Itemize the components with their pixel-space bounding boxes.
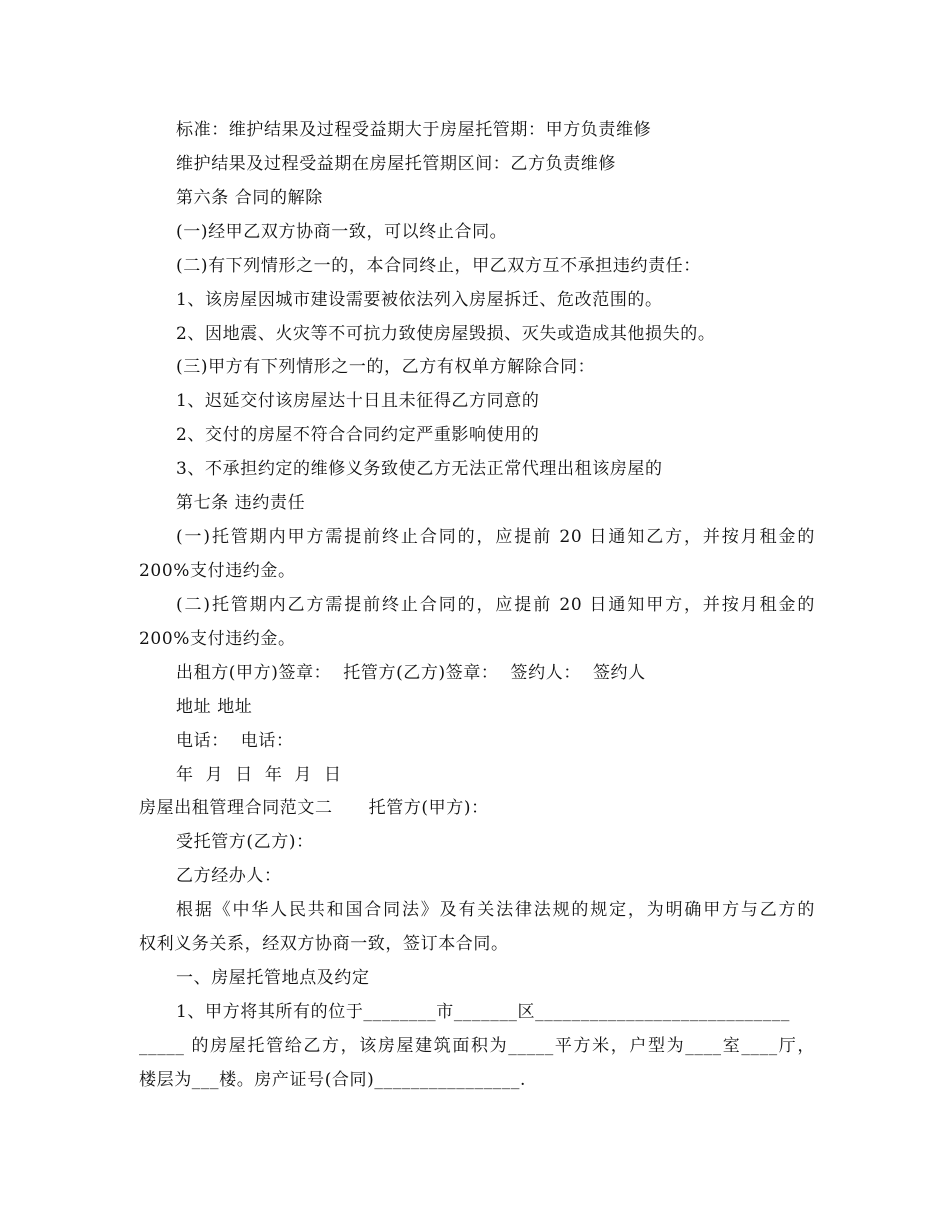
text-line: (二)有下列情形之一的，本合同终止，甲乙双方互不承担违约责任： (176, 256, 701, 276)
text-line: 200%支付违约金。 (139, 629, 296, 649)
section-heading: 第六条 合同的解除 (176, 188, 323, 208)
text-line: (三)甲方有下列情形之一的，乙方有权单方解除合同： (176, 357, 596, 377)
text-line: 3、不承担约定的维修义务致使乙方无法正常代理出租该房屋的 (176, 459, 663, 479)
text-line: 乙方经办人： (176, 866, 282, 886)
text-line: 1、甲方将其所有的位于________市_______区____________________________ (176, 1002, 790, 1022)
text-line: 标准：维护结果及过程受益期大于房屋托管期：甲方负责维修 (176, 120, 652, 140)
phone-line: 电话： 电话： (176, 731, 294, 751)
document-title: 房屋出租管理合同范文二 托管方(甲方)： (139, 798, 489, 818)
text-line: 2、因地震、火灾等不可抗力致使房屋毁损、灭失或造成其他损失的。 (176, 324, 716, 344)
text-line: 受托管方(乙方)： (176, 832, 314, 852)
text-line: 维护结果及过程受益期在房屋托管期区间：乙方负责维修 (176, 154, 616, 174)
text-line: (二)托管期内乙方需提前终止合同的，应提前 20 日通知甲方，并按月租金的 (176, 595, 815, 615)
signature-line: 出租方(甲方)签章： 托管方(乙方)签章： 签约人： 签约人 (176, 663, 646, 683)
text-line: (一)托管期内甲方需提前终止合同的，应提前 20 日通知乙方，并按月租金的 (176, 527, 815, 547)
section-heading: 第七条 违约责任 (176, 493, 306, 513)
date-line: 年 月 日 年 月 日 (176, 765, 342, 785)
text-line: 2、交付的房屋不符合合同约定严重影响使用的 (176, 425, 540, 445)
text-line: 权利义务关系，经双方协商一致，签订本合同。 (139, 934, 509, 954)
text-line: 1、迟延交付该房屋达十日且未征得乙方同意的 (176, 391, 540, 411)
text-line: 楼层为___楼。房产证号(合同)________________. (139, 1070, 526, 1090)
section-heading: 一、房屋托管地点及约定 (176, 968, 370, 988)
text-line: 根据《中华人民共和国合同法》及有关法律法规的规定，为明确甲方与乙方的 (176, 900, 815, 920)
text-line: 200%支付违约金。 (139, 561, 296, 581)
text-line: 1、该房屋因城市建设需要被依法列入房屋拆迁、危改范围的。 (176, 290, 663, 310)
text-line: (一)经甲乙双方协商一致，可以终止合同。 (176, 222, 508, 242)
address-line: 地址 地址 (176, 697, 253, 717)
text-line: _____ 的房屋托管给乙方，该房屋建筑面积为_____平方米，户型为____室____厅， (139, 1036, 815, 1056)
